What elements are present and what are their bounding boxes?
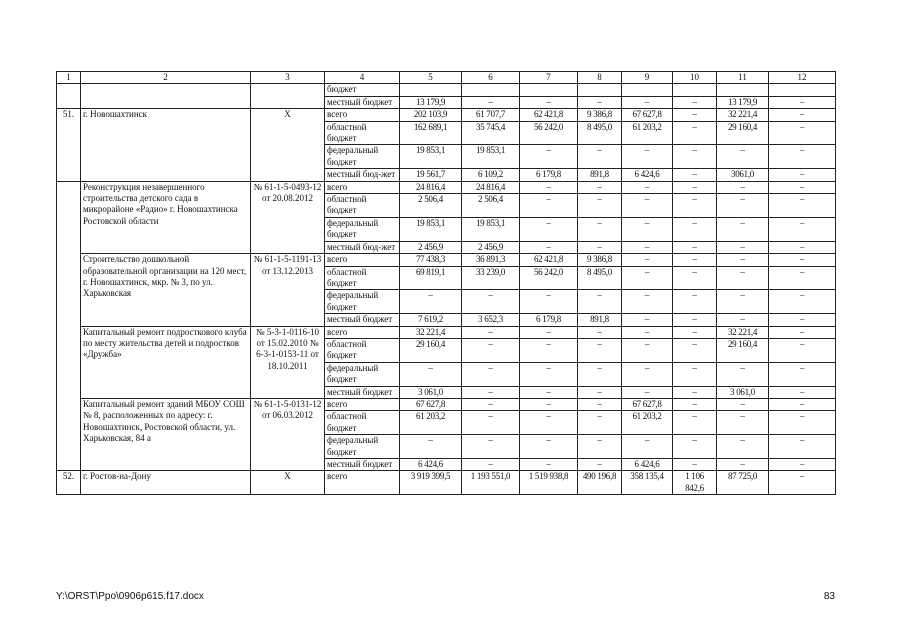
object-name-cell: Строительство дошкольной образовательной организации на 120 мест, г. Новошахтинск, мкр. № 3, по ул. Харьковская <box>81 254 251 326</box>
value-cell: 7 619,2 <box>400 314 462 326</box>
value-cell: 56 242,0 <box>520 121 578 145</box>
value-cell: 24 816,4 <box>400 181 462 193</box>
value-cell: 29 160,4 <box>717 121 769 145</box>
value-cell: – <box>717 314 769 326</box>
value-cell: – <box>622 241 673 253</box>
value-cell: – <box>717 266 769 290</box>
row-number-cell <box>57 84 81 109</box>
value-cell: 56 242,0 <box>520 266 578 290</box>
budget-type-cell: областной бюджет <box>325 194 400 218</box>
value-cell: – <box>717 459 769 471</box>
value-cell: 6 424,6 <box>622 459 673 471</box>
value-cell: 9 386,8 <box>578 109 622 121</box>
value-cell: – <box>769 326 836 338</box>
value-cell: – <box>462 398 520 410</box>
value-cell: – <box>769 290 836 314</box>
value-cell: – <box>578 96 622 108</box>
value-cell: – <box>622 362 673 386</box>
value-cell: – <box>520 386 578 398</box>
value-cell: – <box>769 109 836 121</box>
value-cell: – <box>520 411 578 435</box>
value-cell <box>578 84 622 96</box>
value-cell: – <box>769 194 836 218</box>
value-cell: 6 109,2 <box>462 169 520 181</box>
budget-type-cell: местный бюджет <box>325 459 400 471</box>
value-cell: – <box>462 435 520 459</box>
value-cell: – <box>578 217 622 241</box>
value-cell: 8 495,0 <box>578 121 622 145</box>
value-cell: 8 495,0 <box>578 266 622 290</box>
value-cell: – <box>520 435 578 459</box>
value-cell: 6 424,6 <box>400 459 462 471</box>
value-cell: – <box>622 181 673 193</box>
value-cell: – <box>673 411 717 435</box>
value-cell: – <box>578 194 622 218</box>
budget-type-cell: федеральный бюджет <box>325 435 400 459</box>
object-name-cell: Капитальный ремонт подросткового клуба по месту жительства детей и подростков «Дружба» <box>81 326 251 398</box>
value-cell: – <box>578 241 622 253</box>
value-cell: – <box>673 181 717 193</box>
value-cell: – <box>673 96 717 108</box>
value-cell: – <box>622 290 673 314</box>
column-header: 5 <box>400 72 462 84</box>
value-cell: 62 421,8 <box>520 254 578 266</box>
value-cell: – <box>673 217 717 241</box>
column-header: 2 <box>81 72 251 84</box>
budget-type-cell: местный бюджет <box>325 314 400 326</box>
value-cell <box>769 84 836 96</box>
budget-type-cell: бюджет <box>325 84 400 96</box>
value-cell: – <box>622 386 673 398</box>
value-cell: 3 919 399,5 <box>400 471 462 495</box>
budget-type-cell: всего <box>325 254 400 266</box>
value-cell: – <box>769 254 836 266</box>
column-header: 3 <box>251 72 325 84</box>
value-cell: – <box>622 145 673 169</box>
value-cell: – <box>520 194 578 218</box>
value-cell: – <box>769 181 836 193</box>
value-cell: 6 179,8 <box>520 169 578 181</box>
value-cell: – <box>717 217 769 241</box>
value-cell: – <box>578 338 622 362</box>
value-cell: – <box>769 386 836 398</box>
value-cell: – <box>673 459 717 471</box>
value-cell: 9 386,8 <box>578 254 622 266</box>
budget-type-cell: областной бюджет <box>325 411 400 435</box>
value-cell: 1 106 842,6 <box>673 471 717 495</box>
budget-type-cell: всего <box>325 109 400 121</box>
value-cell: – <box>520 398 578 410</box>
header-row <box>57 72 836 84</box>
value-cell: – <box>578 290 622 314</box>
column-header: 10 <box>673 72 717 84</box>
value-cell: – <box>717 290 769 314</box>
value-cell: – <box>769 314 836 326</box>
value-cell: 67 627,8 <box>622 109 673 121</box>
value-cell: – <box>769 338 836 362</box>
document-cell: № 61-1-5-1191-13 от 13.12.2013 <box>251 254 325 326</box>
value-cell: 3 061,0 <box>400 386 462 398</box>
row-number-cell <box>57 181 81 471</box>
value-cell: – <box>717 435 769 459</box>
value-cell: – <box>400 290 462 314</box>
value-cell: – <box>673 290 717 314</box>
value-cell: – <box>622 326 673 338</box>
value-cell: – <box>520 217 578 241</box>
table-row <box>57 84 836 96</box>
value-cell: 35 745,4 <box>462 121 520 145</box>
value-cell: – <box>673 121 717 145</box>
value-cell: – <box>673 266 717 290</box>
value-cell: – <box>520 181 578 193</box>
value-cell: 2 506,4 <box>462 194 520 218</box>
row-number-cell: 51. <box>57 109 81 181</box>
value-cell: – <box>673 145 717 169</box>
column-header: 6 <box>462 72 520 84</box>
value-cell: 3 652,3 <box>462 314 520 326</box>
file-path: Y:\ORST\Ppo\0906p615.f17.docx <box>56 591 204 602</box>
document-cell: Х <box>251 109 325 181</box>
value-cell: – <box>578 326 622 338</box>
budget-type-cell: местный бюджет <box>325 386 400 398</box>
value-cell: – <box>520 145 578 169</box>
budget-type-cell: всего <box>325 326 400 338</box>
value-cell: – <box>462 326 520 338</box>
value-cell: 162 689,1 <box>400 121 462 145</box>
document-cell: № 61-1-5-0131-12 от 06.03.2012 <box>251 398 325 470</box>
value-cell: – <box>673 314 717 326</box>
value-cell: 3061,0 <box>717 169 769 181</box>
table-row <box>57 398 836 410</box>
value-cell: – <box>673 254 717 266</box>
value-cell: – <box>622 266 673 290</box>
value-cell: 358 135,4 <box>622 471 673 495</box>
value-cell: 1 519 938,8 <box>520 471 578 495</box>
budget-type-cell: областной бюджет <box>325 338 400 362</box>
value-cell: – <box>769 398 836 410</box>
value-cell: 2 456,9 <box>462 241 520 253</box>
value-cell <box>622 84 673 96</box>
value-cell: 6 424,6 <box>622 169 673 181</box>
value-cell: 29 160,4 <box>717 338 769 362</box>
value-cell: 36 891,3 <box>462 254 520 266</box>
value-cell: – <box>520 326 578 338</box>
value-cell: – <box>769 217 836 241</box>
value-cell: – <box>769 169 836 181</box>
value-cell: 29 160,4 <box>400 338 462 362</box>
value-cell: 3 061,0 <box>717 386 769 398</box>
column-header: 1 <box>57 72 81 84</box>
value-cell: 6 179,8 <box>520 314 578 326</box>
value-cell: – <box>520 290 578 314</box>
value-cell: 32 221,4 <box>717 109 769 121</box>
value-cell: 13 179,9 <box>400 96 462 108</box>
column-header: 12 <box>769 72 836 84</box>
value-cell: 19 853,1 <box>462 145 520 169</box>
document-cell: № 5-3-1-0116-10 от 15.02.2010 № 6-3-1-0153-11 от 18.10.2011 <box>251 326 325 398</box>
value-cell: – <box>673 194 717 218</box>
budget-type-cell: федеральный бюджет <box>325 217 400 241</box>
value-cell: 61 203,2 <box>622 121 673 145</box>
value-cell: – <box>578 386 622 398</box>
value-cell: 67 627,8 <box>400 398 462 410</box>
value-cell: – <box>520 96 578 108</box>
value-cell: – <box>769 121 836 145</box>
document-cell: № 61-1-5-0493-12 от 20.08.2012 <box>251 181 325 253</box>
value-cell: 33 239,0 <box>462 266 520 290</box>
value-cell: 62 421,8 <box>520 109 578 121</box>
value-cell: – <box>622 254 673 266</box>
value-cell: 2 456,9 <box>400 241 462 253</box>
budget-type-cell: местный бюджет <box>325 96 400 108</box>
value-cell: – <box>400 362 462 386</box>
document-cell <box>251 84 325 109</box>
value-cell: – <box>622 194 673 218</box>
value-cell: 891,8 <box>578 314 622 326</box>
value-cell: 891,8 <box>578 169 622 181</box>
value-cell: – <box>717 181 769 193</box>
object-name-cell: г. Новошахтинск <box>81 109 251 181</box>
value-cell: – <box>578 435 622 459</box>
value-cell: – <box>717 398 769 410</box>
column-header: 8 <box>578 72 622 84</box>
document-cell: Х <box>251 471 325 495</box>
object-name-cell: г. Ростов-на-Дону <box>81 471 251 495</box>
value-cell: – <box>769 471 836 495</box>
budget-table <box>56 71 836 495</box>
value-cell <box>717 84 769 96</box>
value-cell: – <box>769 435 836 459</box>
value-cell: 32 221,4 <box>400 326 462 338</box>
value-cell: 87 725,0 <box>717 471 769 495</box>
table-body <box>57 72 836 495</box>
value-cell: – <box>673 338 717 362</box>
value-cell: – <box>520 459 578 471</box>
table-row <box>57 254 836 266</box>
budget-type-cell: федеральный бюджет <box>325 290 400 314</box>
value-cell: – <box>673 241 717 253</box>
budget-type-cell: областной бюджет <box>325 121 400 145</box>
value-cell: – <box>769 266 836 290</box>
table-row <box>57 181 836 193</box>
value-cell: – <box>578 181 622 193</box>
value-cell: 13 179,9 <box>717 96 769 108</box>
value-cell: 202 103,9 <box>400 109 462 121</box>
object-name-cell: Капитальный ремонт зданий МБОУ СОШ № 8, расположенных по адресу: г. Новошахтинск, Ростовской области, ул. Харьковская, 84 а <box>81 398 251 470</box>
value-cell: – <box>673 169 717 181</box>
budget-type-cell: местный бюд-жет <box>325 241 400 253</box>
budget-type-cell: федеральный бюджет <box>325 145 400 169</box>
value-cell: – <box>769 362 836 386</box>
value-cell: 19 853,1 <box>400 217 462 241</box>
value-cell: – <box>578 398 622 410</box>
value-cell: 490 196,8 <box>578 471 622 495</box>
value-cell: 19 853,1 <box>400 145 462 169</box>
object-name-cell <box>81 84 251 109</box>
value-cell: 61 707,7 <box>462 109 520 121</box>
budget-type-cell: федеральный бюджет <box>325 362 400 386</box>
value-cell: 67 627,8 <box>622 398 673 410</box>
value-cell: – <box>769 241 836 253</box>
value-cell: – <box>622 314 673 326</box>
value-cell: – <box>769 411 836 435</box>
value-cell: – <box>717 254 769 266</box>
budget-type-cell: областной бюджет <box>325 266 400 290</box>
value-cell: – <box>717 194 769 218</box>
value-cell: – <box>673 109 717 121</box>
value-cell: – <box>717 362 769 386</box>
value-cell: – <box>622 96 673 108</box>
value-cell: – <box>622 338 673 362</box>
value-cell: 24 816,4 <box>462 181 520 193</box>
value-cell: 61 203,2 <box>400 411 462 435</box>
table-row <box>57 326 836 338</box>
value-cell: – <box>462 362 520 386</box>
row-number-cell: 52. <box>57 471 81 495</box>
value-cell: – <box>578 411 622 435</box>
column-header: 9 <box>622 72 673 84</box>
value-cell: 1 193 551,0 <box>462 471 520 495</box>
value-cell: – <box>520 241 578 253</box>
value-cell: – <box>769 459 836 471</box>
value-cell: – <box>769 145 836 169</box>
value-cell: – <box>462 386 520 398</box>
budget-type-cell: всего <box>325 471 400 495</box>
value-cell: – <box>717 411 769 435</box>
value-cell: – <box>462 459 520 471</box>
value-cell: – <box>578 459 622 471</box>
budget-type-cell: местный бюд-жет <box>325 169 400 181</box>
value-cell: – <box>673 386 717 398</box>
value-cell: – <box>520 338 578 362</box>
value-cell: – <box>622 217 673 241</box>
value-cell: – <box>462 96 520 108</box>
value-cell: 69 819,1 <box>400 266 462 290</box>
value-cell <box>462 84 520 96</box>
value-cell: – <box>673 362 717 386</box>
value-cell: – <box>717 145 769 169</box>
value-cell: – <box>578 362 622 386</box>
budget-type-cell: всего <box>325 181 400 193</box>
value-cell: – <box>622 435 673 459</box>
value-cell: – <box>673 326 717 338</box>
value-cell: – <box>520 362 578 386</box>
column-header: 4 <box>325 72 400 84</box>
page-number: 83 <box>823 591 835 602</box>
value-cell: – <box>769 96 836 108</box>
value-cell: – <box>462 411 520 435</box>
value-cell <box>520 84 578 96</box>
column-header: 11 <box>717 72 769 84</box>
value-cell: – <box>673 398 717 410</box>
value-cell <box>673 84 717 96</box>
value-cell: 19 561,7 <box>400 169 462 181</box>
value-cell: 77 438,3 <box>400 254 462 266</box>
value-cell: 32 221,4 <box>717 326 769 338</box>
column-header: 7 <box>520 72 578 84</box>
value-cell: – <box>400 435 462 459</box>
value-cell: 19 853,1 <box>462 217 520 241</box>
value-cell: 2 506,4 <box>400 194 462 218</box>
value-cell: – <box>462 290 520 314</box>
value-cell <box>400 84 462 96</box>
value-cell: – <box>717 241 769 253</box>
table-row <box>57 109 836 121</box>
budget-type-cell: всего <box>325 398 400 410</box>
object-name-cell: Реконструкция незавершенного строительства детского сада в микрорайоне «Радио» г. Новошахтинска Ростовской области <box>81 181 251 253</box>
value-cell: – <box>673 435 717 459</box>
table-row <box>57 471 836 495</box>
value-cell: – <box>578 145 622 169</box>
value-cell: 61 203,2 <box>622 411 673 435</box>
value-cell: – <box>462 338 520 362</box>
